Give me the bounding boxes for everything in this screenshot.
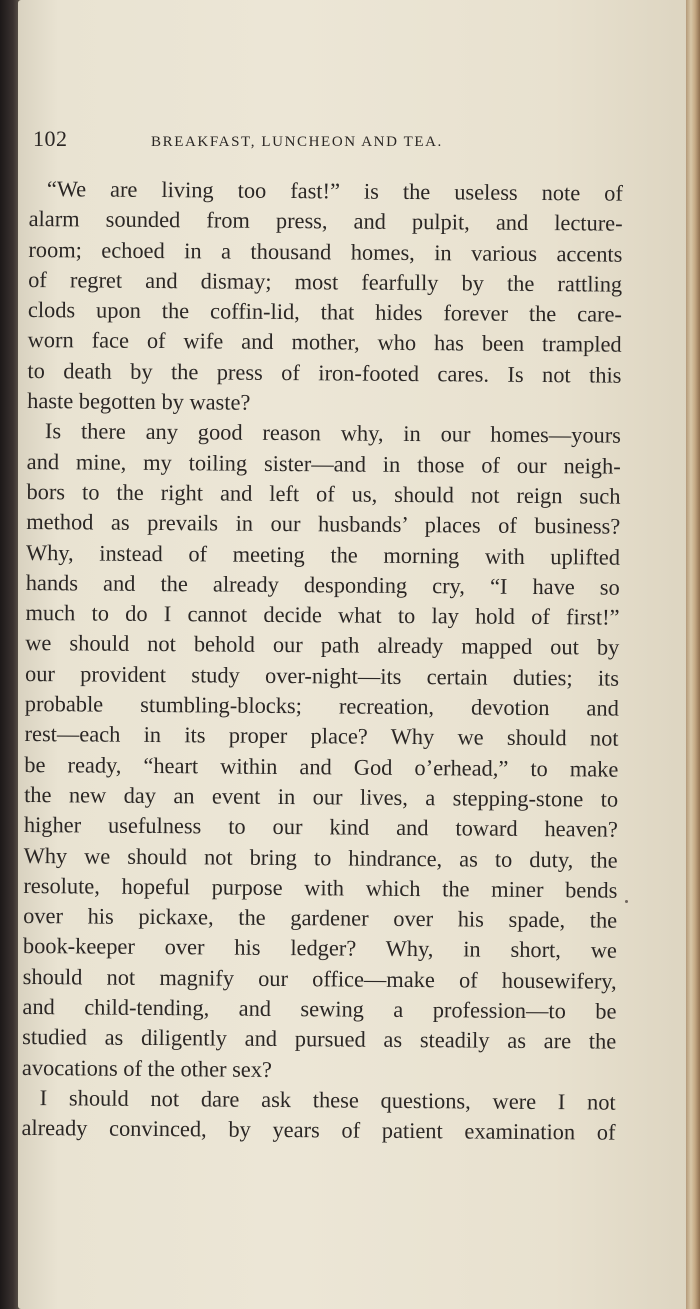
text-line: method as prevails in our husbands’ places of business?: [26, 509, 621, 539]
text-line: should not magnify our office—make of housewifery,: [22, 963, 617, 994]
text-line: rest—each in its proper place? Why we should not: [24, 721, 619, 751]
text-line: be ready, “heart within and God o’erhead,” to make: [24, 751, 619, 782]
text-line: clods upon the coffin-lid, that hides forever the care-: [27, 297, 623, 327]
text-line: the new day an event in our lives, a stepping-stone to: [24, 781, 619, 812]
text-line: and mine, my toiling sister—and in those of our neigh-: [26, 448, 621, 479]
text-line: worn face of wife and mother, who has been trampled: [27, 327, 622, 358]
text-line: of regret and dismay; most fearfully by the rattling: [28, 266, 623, 297]
text-line: room; echoed in a thousand homes, in various accents: [28, 236, 623, 267]
body-text: [21, 174, 623, 1148]
page-edges: [686, 0, 700, 1309]
text-line: I should not dare ask these questions, were I not: [39, 1085, 616, 1115]
text-line: much to do I cannot decide what to lay hold of first!”: [25, 600, 620, 630]
text-line: book-keeper over his ledger? Why, in short, we: [22, 933, 618, 964]
page-header: [33, 126, 633, 158]
text-line: our provident study over-night—its certain duties; its: [24, 660, 620, 691]
text-line: “We are living too fast!” is the useless note of: [46, 176, 623, 206]
text-line: already convinced, by years of patient examination of: [21, 1115, 616, 1145]
page-number: 102: [33, 126, 68, 151]
text-line: Why, instead of meeting the morning with uplifted: [25, 539, 621, 570]
text-line: alarm sounded from press, and pulpit, and lecture-: [28, 206, 623, 236]
text-line: hands and the already desponding cry, “I have so: [25, 569, 620, 600]
text-line: haste begotten by waste?: [27, 388, 251, 415]
text-line: higher usefulness to our kind and toward heaven?: [23, 812, 618, 842]
paper-speck: [625, 900, 628, 903]
running-head: BREAKFAST, LUNCHEON AND TEA.: [151, 134, 443, 150]
text-line: resolute, hopeful purpose with which the miner bends: [23, 872, 618, 903]
text-line: we should not behold our path already mapped out by: [25, 630, 620, 661]
text-line: probable stumbling-blocks; recreation, devotion and: [24, 691, 619, 721]
text-line: studied as diligently and pursued as steadily as are the: [22, 1024, 617, 1054]
text-line: Why we should not bring to hindrance, as to duty, the: [23, 842, 618, 873]
text-line: to death by the press of iron-footed cares. Is not this: [27, 357, 622, 388]
text-line: Is there any good reason why, in our homes—yours: [44, 418, 622, 449]
text-line: and child-tending, and sewing a profession—to be: [22, 993, 617, 1024]
text-line: avocations of the other sex?: [21, 1054, 273, 1082]
text-line: over his pickaxe, the gardener over his spade, the: [23, 903, 618, 933]
text-line: bors to the right and left of us, should not reign such: [26, 478, 621, 509]
